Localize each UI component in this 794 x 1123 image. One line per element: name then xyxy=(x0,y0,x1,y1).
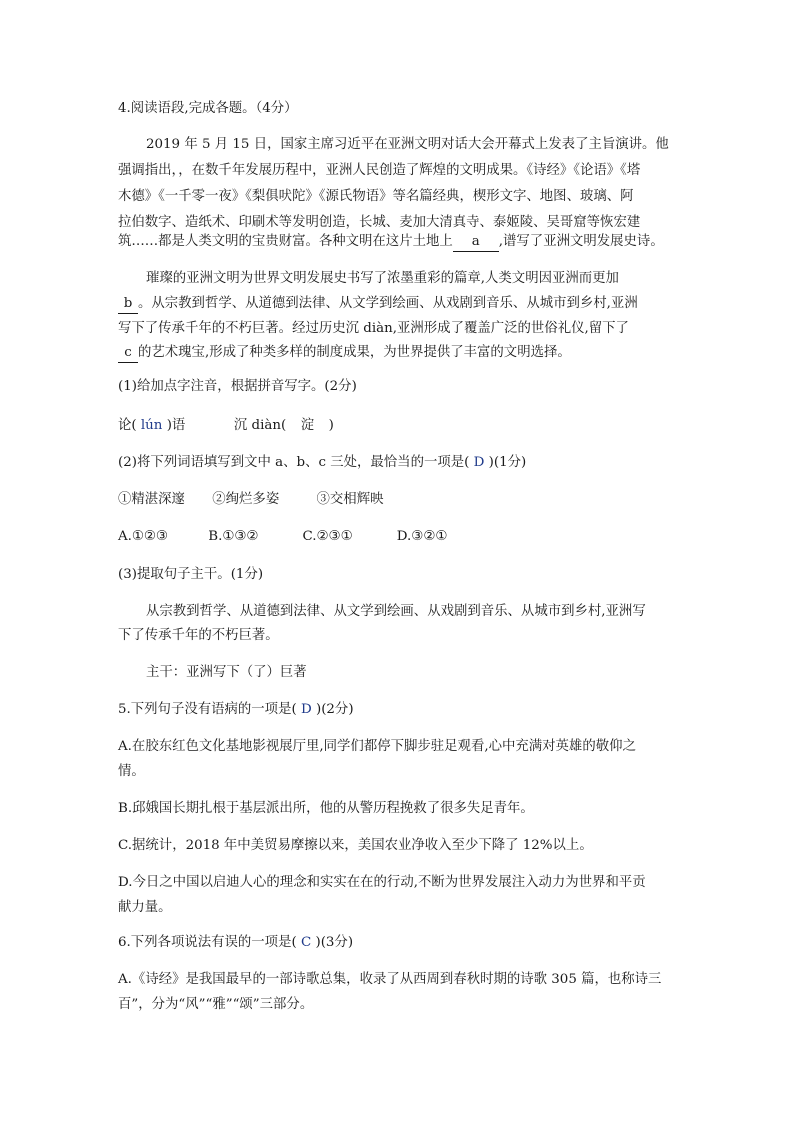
q4-p2-line2 xyxy=(118,295,678,314)
s1-a-answer: lún xyxy=(140,418,163,433)
q4-s3-title: (3)提取句子主干。(1分) xyxy=(118,567,264,582)
q4-p1-line2: 强调指出，，在数千年发展历程中，亚洲人民创造了辉煌的文明成果。《诗经》《论语》《塔 xyxy=(118,163,641,178)
q4-p1-line5-tail: ,谱写了亚洲文明发展史诗。 xyxy=(498,234,664,249)
blank-a: a xyxy=(453,233,499,252)
q4-p1-line3: 木德》《一千零一夜》《梨俱吠陀》《源氏物语》等名篇经典，楔形文字、地图、玻璃、阿 xyxy=(118,189,634,204)
option-b: B.①③② xyxy=(208,529,259,544)
q4-p1-line1: 2019 年 5 月 15 日，国家主席习近平在亚洲文明对话大会开幕式上发表了主旨演讲。他 xyxy=(146,137,669,152)
q4-s3-line2: 下了传承千年的不朽巨著。 xyxy=(118,628,279,643)
q5-option-d-line2: 献力量。 xyxy=(118,900,172,915)
q4-s3-line1: 从宗教到哲学、从道德到法律、从文学到绘画、从戏剧到音乐、从城市到乡村,亚洲写 xyxy=(146,604,646,619)
q4-s3-answer: 主干：亚洲写下（了）巨著 xyxy=(146,665,307,680)
q4-s1-title: (1)给加点字注音，根据拼音写字。(2分) xyxy=(118,379,357,394)
q4-s2-options xyxy=(118,528,678,546)
q6-title-prefix: 6.下列各项说法有误的一项是( xyxy=(118,935,297,950)
s1-b-prefix: 沉 diàn( xyxy=(233,418,287,433)
q6-option-a-line1: A.《诗经》是我国最早的一部诗歌总集，收录了从西周到春秋时期的诗歌 305 篇，也称诗三 xyxy=(118,972,662,987)
s1-a-suffix: )语 xyxy=(166,418,186,433)
q5-option-a-line1: A.在胶东红色文化基地影视展厅里,同学们都停下脚步驻足观看,心中充满对英雄的敬仰之 xyxy=(118,739,636,754)
q5-option-d-line1: D.今日之中国以启迪人心的理念和实实在在的行动,不断为世界发展注入动力为世界和平贡 xyxy=(118,875,646,890)
s2-answer: D xyxy=(473,455,485,470)
q4-p2-line3: 写下了传承千年的不朽巨著。经过历史沉 diàn,亚洲形成了覆盖广泛的世俗礼仪,留下了 xyxy=(118,321,629,336)
s2-title-suffix: )(1分) xyxy=(488,455,527,470)
q4-s1-answers xyxy=(118,417,678,435)
q5-answer: D xyxy=(300,702,312,717)
q5-option-a-line2: 情。 xyxy=(118,764,145,779)
option-a: A.①②③ xyxy=(118,529,168,544)
blank-b: b xyxy=(118,295,138,314)
q4-p2-line4-text: 的艺术瑰宝,形成了种类多样的制度成果，为世界提供了丰富的文明选择。 xyxy=(138,345,571,360)
q6-answer: C xyxy=(300,935,312,950)
q4-title: 4.阅读语段,完成各题。（4分） xyxy=(118,101,298,116)
q4-p2-line1: 璀璨的亚洲文明为世界文明发展史书写了浓墨重彩的篇章,人类文明因亚洲而更加 xyxy=(146,271,619,286)
word-3: ③交相辉映 xyxy=(316,492,384,507)
q4-p1-line5 xyxy=(118,233,678,252)
q5-title-prefix: 5.下列句子没有语病的一项是( xyxy=(118,702,297,717)
s1-b-answer: 淀 xyxy=(300,418,315,433)
q5-option-b: B.邱娥国长期扎根于基层派出所，他的从警历程挽救了很多失足青年。 xyxy=(118,801,534,816)
q4-p1-line4: 拉伯数字、造纸术、印刷术等发明创造，长城、麦加大清真寺、泰姬陵、吴哥窟等恢宏建 xyxy=(118,215,641,230)
q4-p2-line4 xyxy=(118,344,678,363)
word-2: ②绚烂多姿 xyxy=(212,492,280,507)
word-1: ①精湛深邃 xyxy=(118,492,185,507)
s1-a-prefix: 论( xyxy=(118,418,137,433)
q6-title xyxy=(118,934,678,952)
blank-c: c xyxy=(118,344,138,363)
option-d: D.③②① xyxy=(396,529,448,544)
q4-p1-line5-text: 筑……都是人类文明的宝贵财富。各种文明在这片土地上 xyxy=(118,234,453,249)
q6-title-suffix: )(3分) xyxy=(315,935,354,950)
q4-s2-words xyxy=(118,491,678,509)
q5-option-c: C.据统计，2018 年中美贸易摩擦以来，美国农业净收入至少下降了 12%以上。 xyxy=(118,838,593,853)
s1-b-suffix: ) xyxy=(328,418,334,433)
q5-title-suffix: )(2分) xyxy=(315,702,354,717)
q4-p2-line2-text: 。从宗教到哲学、从道德到法律、从文学到绘画、从戏剧到音乐、从城市到乡村,亚洲 xyxy=(138,296,638,311)
q6-option-a-line2: 百”，分为“风”“雅”“颂”三部分。 xyxy=(118,997,314,1012)
q4-s2-title xyxy=(118,454,678,472)
option-c: C.②③① xyxy=(302,529,353,544)
q5-title xyxy=(118,701,678,719)
s2-title-prefix: (2)将下列词语填写到文中 a、b、c 三处，最恰当的一项是( xyxy=(118,455,470,470)
